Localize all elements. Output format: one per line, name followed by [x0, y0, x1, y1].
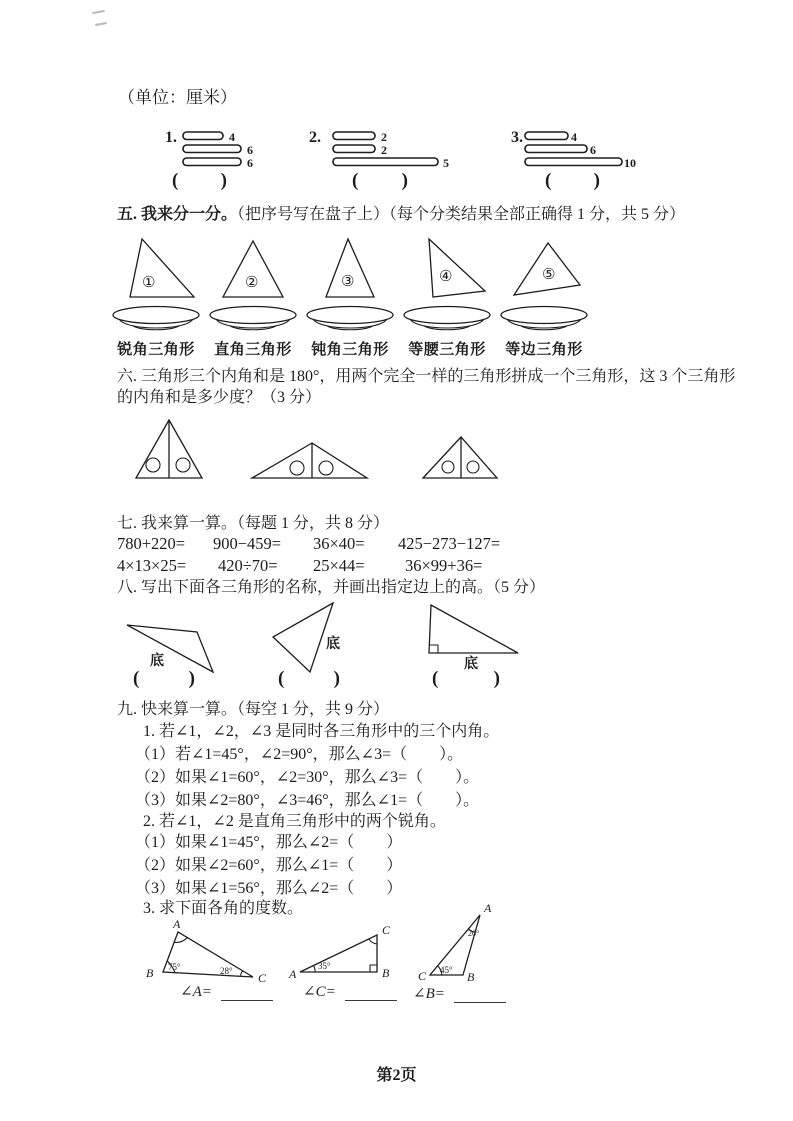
angle-triangle-2 [287, 921, 405, 985]
category-label: 直角三角形 [214, 342, 292, 358]
rod-group-number: 1. [165, 129, 177, 146]
vertex-label-A: A [484, 901, 492, 915]
angle-answer-2 [303, 982, 397, 1001]
plate-icon [304, 305, 396, 335]
answer-blank [432, 668, 500, 690]
base-edge-label: 底 [326, 637, 340, 652]
paren-open: ( [133, 668, 140, 689]
plate-icon [207, 305, 299, 335]
rod-segment [333, 132, 375, 140]
section5-title-rest: （把序号写在盘子上）（每个分类结果全部正确得 1 分，共 5 分） [237, 206, 686, 223]
triangle-number: ③ [341, 274, 355, 290]
section9-part1-item: （2）如果∠1=60°，∠2=30°，那么∠3=（ ）。 [135, 769, 480, 786]
section6-line1: 六. 三角形三个内角和是 180°，用两个完全一样的三角形拼成一个三角形，这 3 个三角形 [117, 368, 736, 385]
category-label: 钝角三角形 [311, 342, 389, 358]
section9-part2-item: （3）如果∠1=56°，那么∠2=（ ） [135, 880, 403, 897]
math-expression: 36×40= [313, 534, 365, 553]
vertex-label-C: C [418, 969, 427, 983]
angle-answer-label: ∠C= [303, 984, 336, 1000]
vertex-label-B: B [146, 966, 154, 980]
angle-answer-label: ∠A= [180, 984, 212, 1000]
classify-column-5 [494, 237, 594, 359]
answer-blank [278, 668, 340, 690]
answer-blank [352, 170, 408, 192]
paren-open: ( [352, 170, 359, 191]
page-number: 第2页 [376, 1067, 417, 1084]
rod-length-label: 6 [247, 156, 253, 170]
category-label: 等腰三角形 [408, 342, 486, 358]
answer-blank [545, 170, 600, 192]
triangle-2-figure [213, 237, 293, 301]
triangle-number: ① [142, 275, 156, 291]
paren-close: ) [493, 668, 500, 689]
rod-segment [333, 145, 375, 153]
rod-segment [525, 158, 622, 166]
section9-part1-lead: 1. 若∠1，∠2，∠3 是同时各三角形中的三个内角。 [143, 723, 500, 740]
rod-group-3 [501, 128, 646, 176]
vertex-label-B: B [382, 966, 390, 980]
rod-group-number: 3. [511, 129, 523, 146]
rod-length-label: 10 [624, 156, 636, 170]
rod-length-label: 4 [571, 130, 577, 144]
paren-open: ( [172, 170, 179, 191]
category-label: 等边三角形 [505, 342, 583, 358]
classify-column-4 [397, 237, 497, 359]
triangle-number: ④ [439, 269, 453, 285]
angle-A-value: 35° [318, 961, 331, 971]
rod-length-label: 6 [590, 143, 596, 157]
math-expression: 36×99+36= [405, 556, 483, 575]
math-expression: 900−459= [213, 534, 282, 553]
answer-underline [221, 986, 273, 1001]
triangle-3-figure [310, 237, 390, 301]
answer-underline [454, 988, 506, 1003]
rod-group-number: 2. [309, 129, 321, 146]
paren-open: ( [432, 668, 439, 689]
paren-close: ) [220, 170, 227, 191]
section8-title: 八. 写出下面各三角形的名称，并画出指定边上的高。（5 分） [117, 579, 546, 596]
section5-title-bold: 五. 我来分一分。 [117, 206, 238, 223]
name-triangle-obtuse [118, 612, 223, 674]
math-expression: 25×44= [313, 556, 365, 575]
angle-triangle-1 [140, 916, 275, 986]
rod-length-label: 2 [381, 143, 387, 157]
paren-close: ) [333, 668, 340, 689]
category-label: 锐角三角形 [117, 342, 195, 358]
section7-title: 七. 我来算一算。（每题 1 分，共 8 分） [117, 515, 390, 532]
angle-answer-1 [180, 982, 273, 1001]
rod-length-label: 5 [443, 156, 449, 170]
plate-icon [401, 305, 493, 335]
angle-B-value: 75° [168, 962, 181, 972]
vertex-label-A: A [173, 917, 181, 931]
rod-length-label: 6 [247, 143, 253, 157]
rod-segment [183, 145, 241, 153]
vertex-label-C: C [258, 971, 267, 985]
math-expression: 420÷70= [218, 556, 278, 575]
section6-line2: 的内角和是多少度？（3 分） [117, 389, 322, 406]
rod-figure-1 [159, 128, 289, 176]
math-expression: 425−273−127= [398, 534, 501, 553]
composed-triangle-3 [420, 434, 500, 481]
rod-segment [525, 132, 568, 140]
plate-icon [498, 305, 590, 335]
unit-note: （单位：厘米） [118, 88, 237, 107]
classify-column-1 [106, 237, 206, 359]
section9-part1-item: （1）若∠1=45°，∠2=90°，那么∠3=（ ）。 [135, 746, 464, 763]
answer-underline [345, 986, 397, 1001]
rod-length-label: 2 [381, 130, 387, 144]
answer-blank [172, 170, 227, 192]
rod-segment [525, 145, 587, 153]
angle-answer-3 [413, 984, 506, 1003]
angle-answer-label: ∠B= [413, 986, 445, 1002]
name-triangle-acute [266, 596, 356, 678]
triangle-number: ⑤ [542, 267, 556, 283]
section9-title: 九. 快来算一算。（每空 1 分，共 9 分） [117, 701, 390, 718]
name-triangle-right [424, 598, 524, 672]
vertex-label-B: B [467, 970, 475, 984]
classify-column-3 [300, 237, 400, 359]
paren-close: ) [401, 170, 408, 191]
paren-close: ) [188, 668, 195, 689]
rod-segment [333, 158, 438, 166]
angle-triangle-3 [415, 898, 507, 990]
paren-open: ( [545, 170, 552, 191]
base-edge-label: 底 [150, 654, 164, 669]
angle-C-value: 45° [440, 965, 453, 975]
triangle-4-figure [407, 237, 487, 301]
composed-triangle-2 [250, 440, 370, 481]
section9-part2-item: （2）如果∠2=60°，那么∠1=（ ） [135, 857, 403, 874]
answer-blank [133, 668, 195, 690]
section9-part2-lead: 2. 若∠1，∠2 是直角三角形中的两个锐角。 [143, 813, 446, 830]
section9-part1-item: （3）如果∠2=80°，∠3=46°，那么∠1=（ ）。 [135, 792, 480, 809]
rod-length-label: 4 [229, 130, 235, 144]
scan-artifact-mark [92, 10, 105, 14]
classify-column-2 [203, 237, 303, 359]
scan-artifact-mark [95, 22, 107, 26]
rod-figure-3 [501, 128, 646, 176]
rod-figure-2 [309, 128, 459, 176]
paren-close: ) [593, 170, 600, 191]
base-edge-label: 底 [464, 657, 478, 672]
section9-part2-item: （1）如果∠1=45°，那么∠2=（ ） [135, 834, 403, 851]
paren-open: ( [278, 668, 285, 689]
rod-segment [183, 132, 223, 140]
rod-segment [183, 158, 241, 166]
section9-part3-lead: 3. 求下面各角的度数。 [143, 900, 304, 917]
math-expression: 780+220= [117, 534, 186, 553]
plate-icon [110, 305, 202, 335]
triangle-5-figure [504, 237, 584, 301]
composed-triangle-1 [133, 417, 205, 481]
triangle-number: ② [245, 275, 259, 291]
angle-A-value: 20° [468, 929, 480, 938]
math-expression: 4×13×25= [117, 556, 187, 575]
vertex-label-A: A [289, 967, 297, 981]
triangle-1-figure [116, 237, 196, 301]
rod-group-1 [159, 128, 289, 176]
section5-title [117, 205, 685, 225]
angle-C-value: 28° [220, 966, 233, 976]
rod-group-2 [309, 128, 459, 176]
vertex-label-C: C [382, 923, 391, 937]
